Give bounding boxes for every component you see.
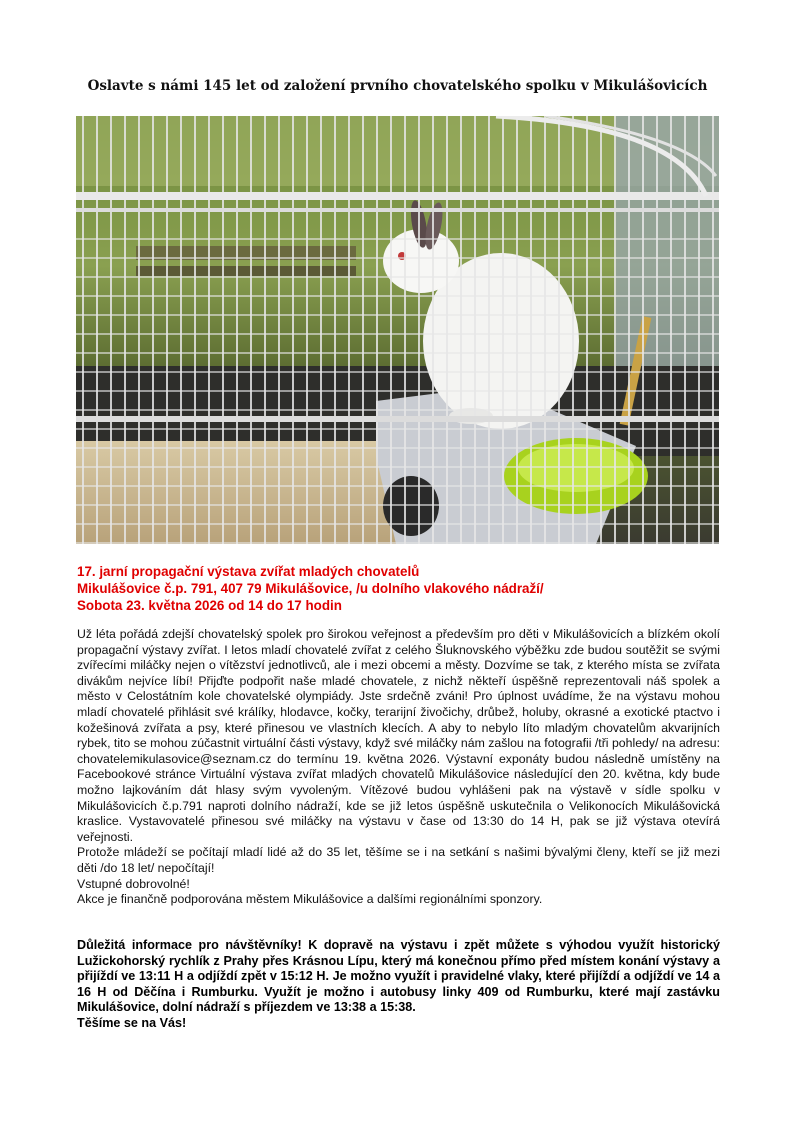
event-address: Mikulášovice č.p. 791, 407 79 Mikulášovice, /u dolního vlakového nádraží/ <box>77 581 544 596</box>
event-details <box>77 563 717 614</box>
body-paragraph: Protože mládeží se počítají mladí lidé až do 35 let, těšíme se i na setkání s našimi bývalými členy, kteří se již mezi děti /do 18 let/ nepočítají! <box>77 845 720 875</box>
body-paragraph: Už léta pořádá zdejší chovatelský spolek pro širokou veřejnost a především pro děti v Mikulášovicích a blízkém okolí propagační výstavy zvířat. I letos mladí chovatelé zvířat z celého Šluknovského výběžku zde budou soutěžit se svými zvířecími miláčky nejen o vítězství jednotlivců, ale i mezi obcemi a městy. Dozvíme se tak, z kterého místa se zvířata divákům nejvíce líbí! Přijďte podpořit naše mladé chovatele, z nichž někteří úspěšně reprezentovali náš spolek a město v Celostátním kole chovatelské olympiády. Jste srdečně zváni! Pro úplnost uvádíme, že na výstavu mohou mladí chovatelé přihlásit své králíky, hlodavce, kočky, terarijní živočichy, drůbež, holuby, okrasné a exotické ptactvo i kožešinová zvířata a psy, které přinesou ve vlastních klecích. A aby to nebylo líto mladým chovatelům akvarijních rybek, tito se mohou zúčastnit virtuální části výstavy, když své miláčky nám zašlou na fotografii /tři pohledy/ na adresu: chovatelemikulasovice@seznam.cz do termínu 19. května 2026. Výstavní exponáty budou následně umístěny na Facebookové stránce Virtuální výstava zvířat mladých chovatelů Mikulášovice následující den 20. května, kdy bude možno lajkováním dát hlasy svým vyvoleným. Vítězové budou vyhlášeni pak na výstavě v sídle spolku v Mikulášovicích č.p.791 naproti dolního nádraží, kde se již letos úspěšně uskutečnila o Velikonocích Mikulášovická kraslice. Vystavovatelé přinesou své miláčky na výstavu v čase od 13:30 do 14 H, pak se již výstava otevírá veřejnosti. <box>77 627 720 844</box>
visitor-info-paragraph: Důležitá informace pro návštěvníky! K dopravě na výstavu i zpět můžete s výhodou využít historický Lužickohorský rychlík z Prahy přes Krásnou Lípu, který má konečnou přímo před místem konání výstavy a přijíždí ve 13:11 H a odjíždí zpět v 15:12 H. Je možno využít i pravidelné vlaky, které přijíždí a odjíždí ve 14 a 16 H od Děčína i Rumburku. Využít je možno i autobusy linky 409 od Rumburku, které mají zastávku Mikulášovice, dolní nádraží s příjezdem ve 13:38 a 15:38. <box>77 938 720 1015</box>
event-date: Sobota 23. května 2026 od 14 do 17 hodin <box>77 598 342 613</box>
article-body <box>77 627 720 908</box>
body-paragraph: Akce je finančně podporována městem Mikulášovice a dalšími regionálními sponzory. <box>77 892 543 907</box>
rabbit-in-cage-photo <box>76 116 719 544</box>
body-paragraph: Vstupné dobrovolné! <box>77 876 190 891</box>
event-title: 17. jarní propagační výstava zvířat mladých chovatelů <box>77 564 420 579</box>
closing-line: Těšíme se na Vás! <box>77 1015 187 1030</box>
page-title: Oslavte s námi 145 let od založení prvního chovatelského spolku v Mikulášovicích <box>87 78 708 94</box>
visitor-info <box>77 938 720 1032</box>
